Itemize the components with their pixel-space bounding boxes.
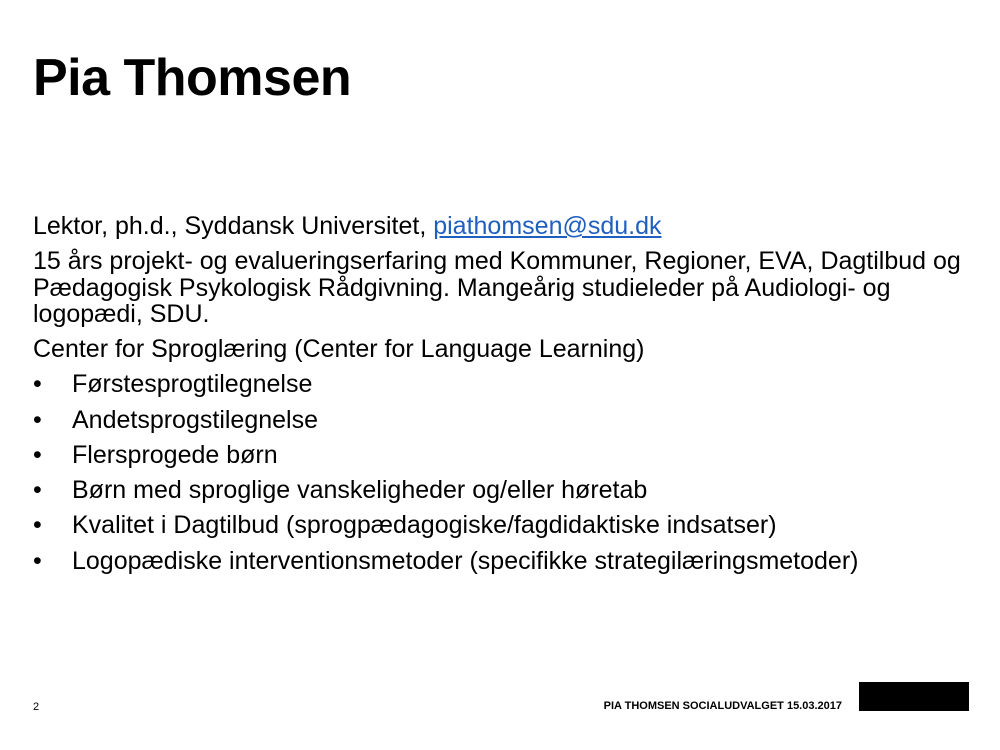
list-item-text: Andetsprogstilegnelse — [72, 405, 318, 434]
list-item-text: Kvalitet i Dagtilbud (sprogpædagogiske/fagdidaktiske indsatser) — [72, 511, 777, 540]
list-item-text: Børn med sproglige vanskeligheder og/eller høretab — [72, 476, 648, 504]
email-link[interactable]: piathomsen@sdu.dk — [433, 212, 662, 240]
research-areas-list — [33, 371, 963, 574]
slide-body — [33, 213, 963, 583]
list-item — [33, 477, 963, 503]
list-item — [33, 442, 963, 468]
list-item-text: Førstesprogtilegnelse — [72, 370, 313, 399]
center-heading: Center for Sproglæring (Center for Language Learning) — [33, 335, 645, 363]
list-item — [33, 371, 963, 397]
footer-text: PIA THOMSEN SOCIALUDVALGET 15.03.2017 — [603, 700, 842, 712]
logo-block — [859, 682, 969, 711]
list-item-text: Logopædiske interventionsmetoder (specifikke strategilæringsmetoder) — [72, 546, 859, 575]
bullet-icon: • — [33, 511, 42, 540]
slide-title: Pia Thomsen — [33, 49, 352, 107]
page-number: 2 — [33, 701, 40, 713]
experience-paragraph: 15 års projekt- og evalueringserfaring med Kommuner, Regioner, EVA, Dagtilbud og Pædagogisk Psykologisk Rådgivning. Mangeårig studieleder på Audiologi- og logopædi, SDU. — [33, 247, 961, 328]
affiliation-text: Lektor, ph.d., Syddansk Universitet, — [33, 212, 434, 240]
list-item — [33, 548, 963, 574]
bullet-icon: • — [33, 440, 42, 469]
affiliation-line — [33, 213, 963, 239]
bullet-icon: • — [33, 546, 42, 575]
list-item — [33, 512, 963, 538]
list-item-text: Flersprogede børn — [72, 440, 278, 469]
bullet-icon: • — [33, 476, 42, 504]
bullet-icon: • — [33, 370, 42, 399]
bullet-icon: • — [33, 405, 42, 434]
list-item — [33, 407, 963, 433]
